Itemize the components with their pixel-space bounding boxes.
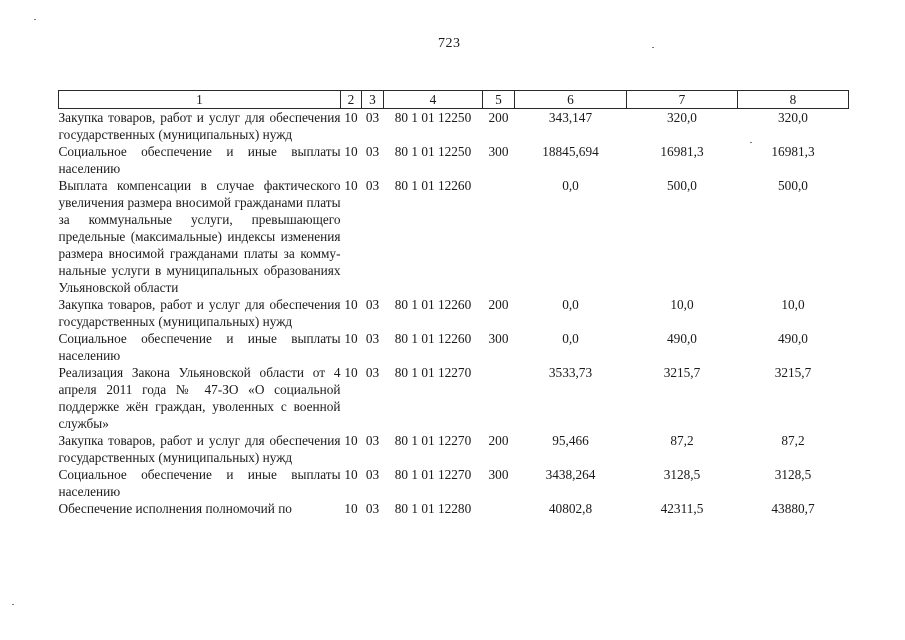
- cell-col6: 0,0: [562, 178, 579, 193]
- cell-csr: 80 1 01 12270: [394, 365, 472, 380]
- table-row: [59, 330, 849, 364]
- cell-rz: 10: [344, 467, 358, 482]
- cell-csr: 80 1 01 12260: [394, 178, 472, 193]
- cell-col6: 95,466: [552, 433, 589, 448]
- cell-vr: [483, 500, 515, 517]
- cell-pr: 03: [365, 331, 380, 346]
- cell-rz: 10: [344, 144, 358, 159]
- cell-col8: 3215,7: [774, 365, 812, 380]
- header-row: [59, 91, 849, 109]
- page-number: 723: [438, 36, 461, 51]
- row-name: Обеспечение исполнения полномочий по: [58, 501, 292, 516]
- cell-csr: 80 1 01 12260: [394, 331, 472, 346]
- cell-pr: 03: [365, 144, 380, 159]
- cell-csr: 80 1 01 12270: [394, 433, 472, 448]
- cell-col6: 3533,73: [548, 365, 593, 380]
- column-header: 6: [515, 91, 627, 109]
- column-header: 4: [384, 91, 483, 109]
- row-name: Закупка товаров, работ и услуг для обеспечения государственных (муниципальных) нужд: [58, 297, 341, 329]
- cell-vr: [483, 177, 515, 296]
- cell-col8: 500,0: [778, 178, 808, 193]
- cell-col8: 490,0: [778, 331, 808, 346]
- cell-vr: [483, 364, 515, 432]
- cell-pr: 03: [365, 433, 380, 448]
- table-row: [59, 466, 849, 500]
- cell-rz: 10: [344, 110, 358, 125]
- cell-vr: 200: [488, 110, 509, 125]
- cell-rz: 10: [344, 433, 358, 448]
- cell-col6: 40802,8: [548, 501, 593, 516]
- row-name: Социальное обеспечение и иные выплаты населению: [58, 144, 341, 176]
- cell-csr: 80 1 01 12270: [394, 467, 472, 482]
- row-name: Реализация Закона Ульяновской области от 4 апреля 2011 года № 47-ЗО «О социальной поддержке жён граждан, уволенных с военной службы»: [58, 365, 341, 431]
- table-row: [59, 500, 849, 517]
- cell-vr: 200: [488, 433, 509, 448]
- cell-rz: 10: [344, 501, 358, 516]
- table-row: [59, 109, 849, 144]
- budget-table: [58, 90, 849, 517]
- scan-speck: [12, 604, 14, 605]
- cell-col6: 18845,694: [542, 144, 599, 159]
- cell-vr: 300: [488, 467, 509, 482]
- cell-vr: 300: [488, 331, 509, 346]
- cell-vr: 200: [488, 297, 509, 312]
- cell-col6: 3438,264: [545, 467, 596, 482]
- row-name: Закупка товаров, работ и услуг для обеспечения государственных (муниципальных) нужд: [58, 110, 341, 142]
- cell-rz: 10: [344, 178, 358, 193]
- cell-col7: 3215,7: [663, 365, 701, 380]
- cell-csr: 80 1 01 12260: [394, 297, 472, 312]
- column-header: 3: [362, 91, 384, 109]
- cell-col6: 343,147: [548, 110, 593, 125]
- row-name: Выплата компенсации в случае фактического увеличения размера вносимой гражданами платы за коммунальные услуги, превышающего предельные (максимальные) индексы изменения размера вносимой гражданами платы за коммунальные услуги в муниципальных образованиях Ульяновской области: [58, 178, 341, 295]
- cell-pr: 03: [365, 365, 380, 380]
- cell-csr: 80 1 01 12280: [394, 501, 472, 516]
- cell-col8: 320,0: [778, 110, 808, 125]
- table-row: [59, 364, 849, 432]
- cell-rz: 10: [344, 331, 358, 346]
- table-row: [59, 432, 849, 466]
- column-header: 2: [341, 91, 362, 109]
- table-row: [59, 177, 849, 296]
- row-name: Закупка товаров, работ и услуг для обеспечения государственных (муниципальных) нужд: [58, 433, 341, 465]
- cell-col7: 500,0: [667, 178, 697, 193]
- cell-col6: 0,0: [562, 297, 579, 312]
- cell-col7: 3128,5: [663, 467, 701, 482]
- cell-pr: 03: [365, 110, 380, 125]
- column-header: 8: [738, 91, 849, 109]
- column-header: 5: [483, 91, 515, 109]
- cell-rz: 10: [344, 365, 358, 380]
- cell-pr: 03: [365, 501, 380, 516]
- cell-col8: 10,0: [781, 297, 805, 312]
- cell-col8: 16981,3: [771, 144, 815, 159]
- cell-col7: 490,0: [667, 331, 697, 346]
- row-name: Социальное обеспечение и иные выплаты населению: [58, 467, 341, 499]
- cell-csr: 80 1 01 12250: [394, 110, 472, 125]
- cell-col6: 0,0: [562, 331, 579, 346]
- cell-col8: 87,2: [781, 433, 805, 448]
- scan-speck: [34, 19, 36, 20]
- cell-vr: 300: [488, 144, 509, 159]
- cell-col7: 16981,3: [660, 144, 704, 159]
- table-row: [59, 296, 849, 330]
- cell-col7: 320,0: [667, 110, 697, 125]
- cell-pr: 03: [365, 297, 380, 312]
- cell-rz: 10: [344, 297, 358, 312]
- cell-pr: 03: [365, 467, 380, 482]
- column-header: 1: [59, 91, 341, 109]
- row-name: Социальное обеспечение и иные выплаты населению: [58, 331, 341, 363]
- scan-speck: [652, 47, 654, 48]
- cell-pr: 03: [365, 178, 380, 193]
- cell-col7: 42311,5: [660, 501, 704, 516]
- cell-csr: 80 1 01 12250: [394, 144, 472, 159]
- cell-col8: 3128,5: [774, 467, 812, 482]
- cell-col8: 43880,7: [771, 501, 815, 516]
- column-header: 7: [627, 91, 738, 109]
- cell-col7: 10,0: [670, 297, 694, 312]
- cell-col7: 87,2: [670, 433, 694, 448]
- table-row: [59, 143, 849, 177]
